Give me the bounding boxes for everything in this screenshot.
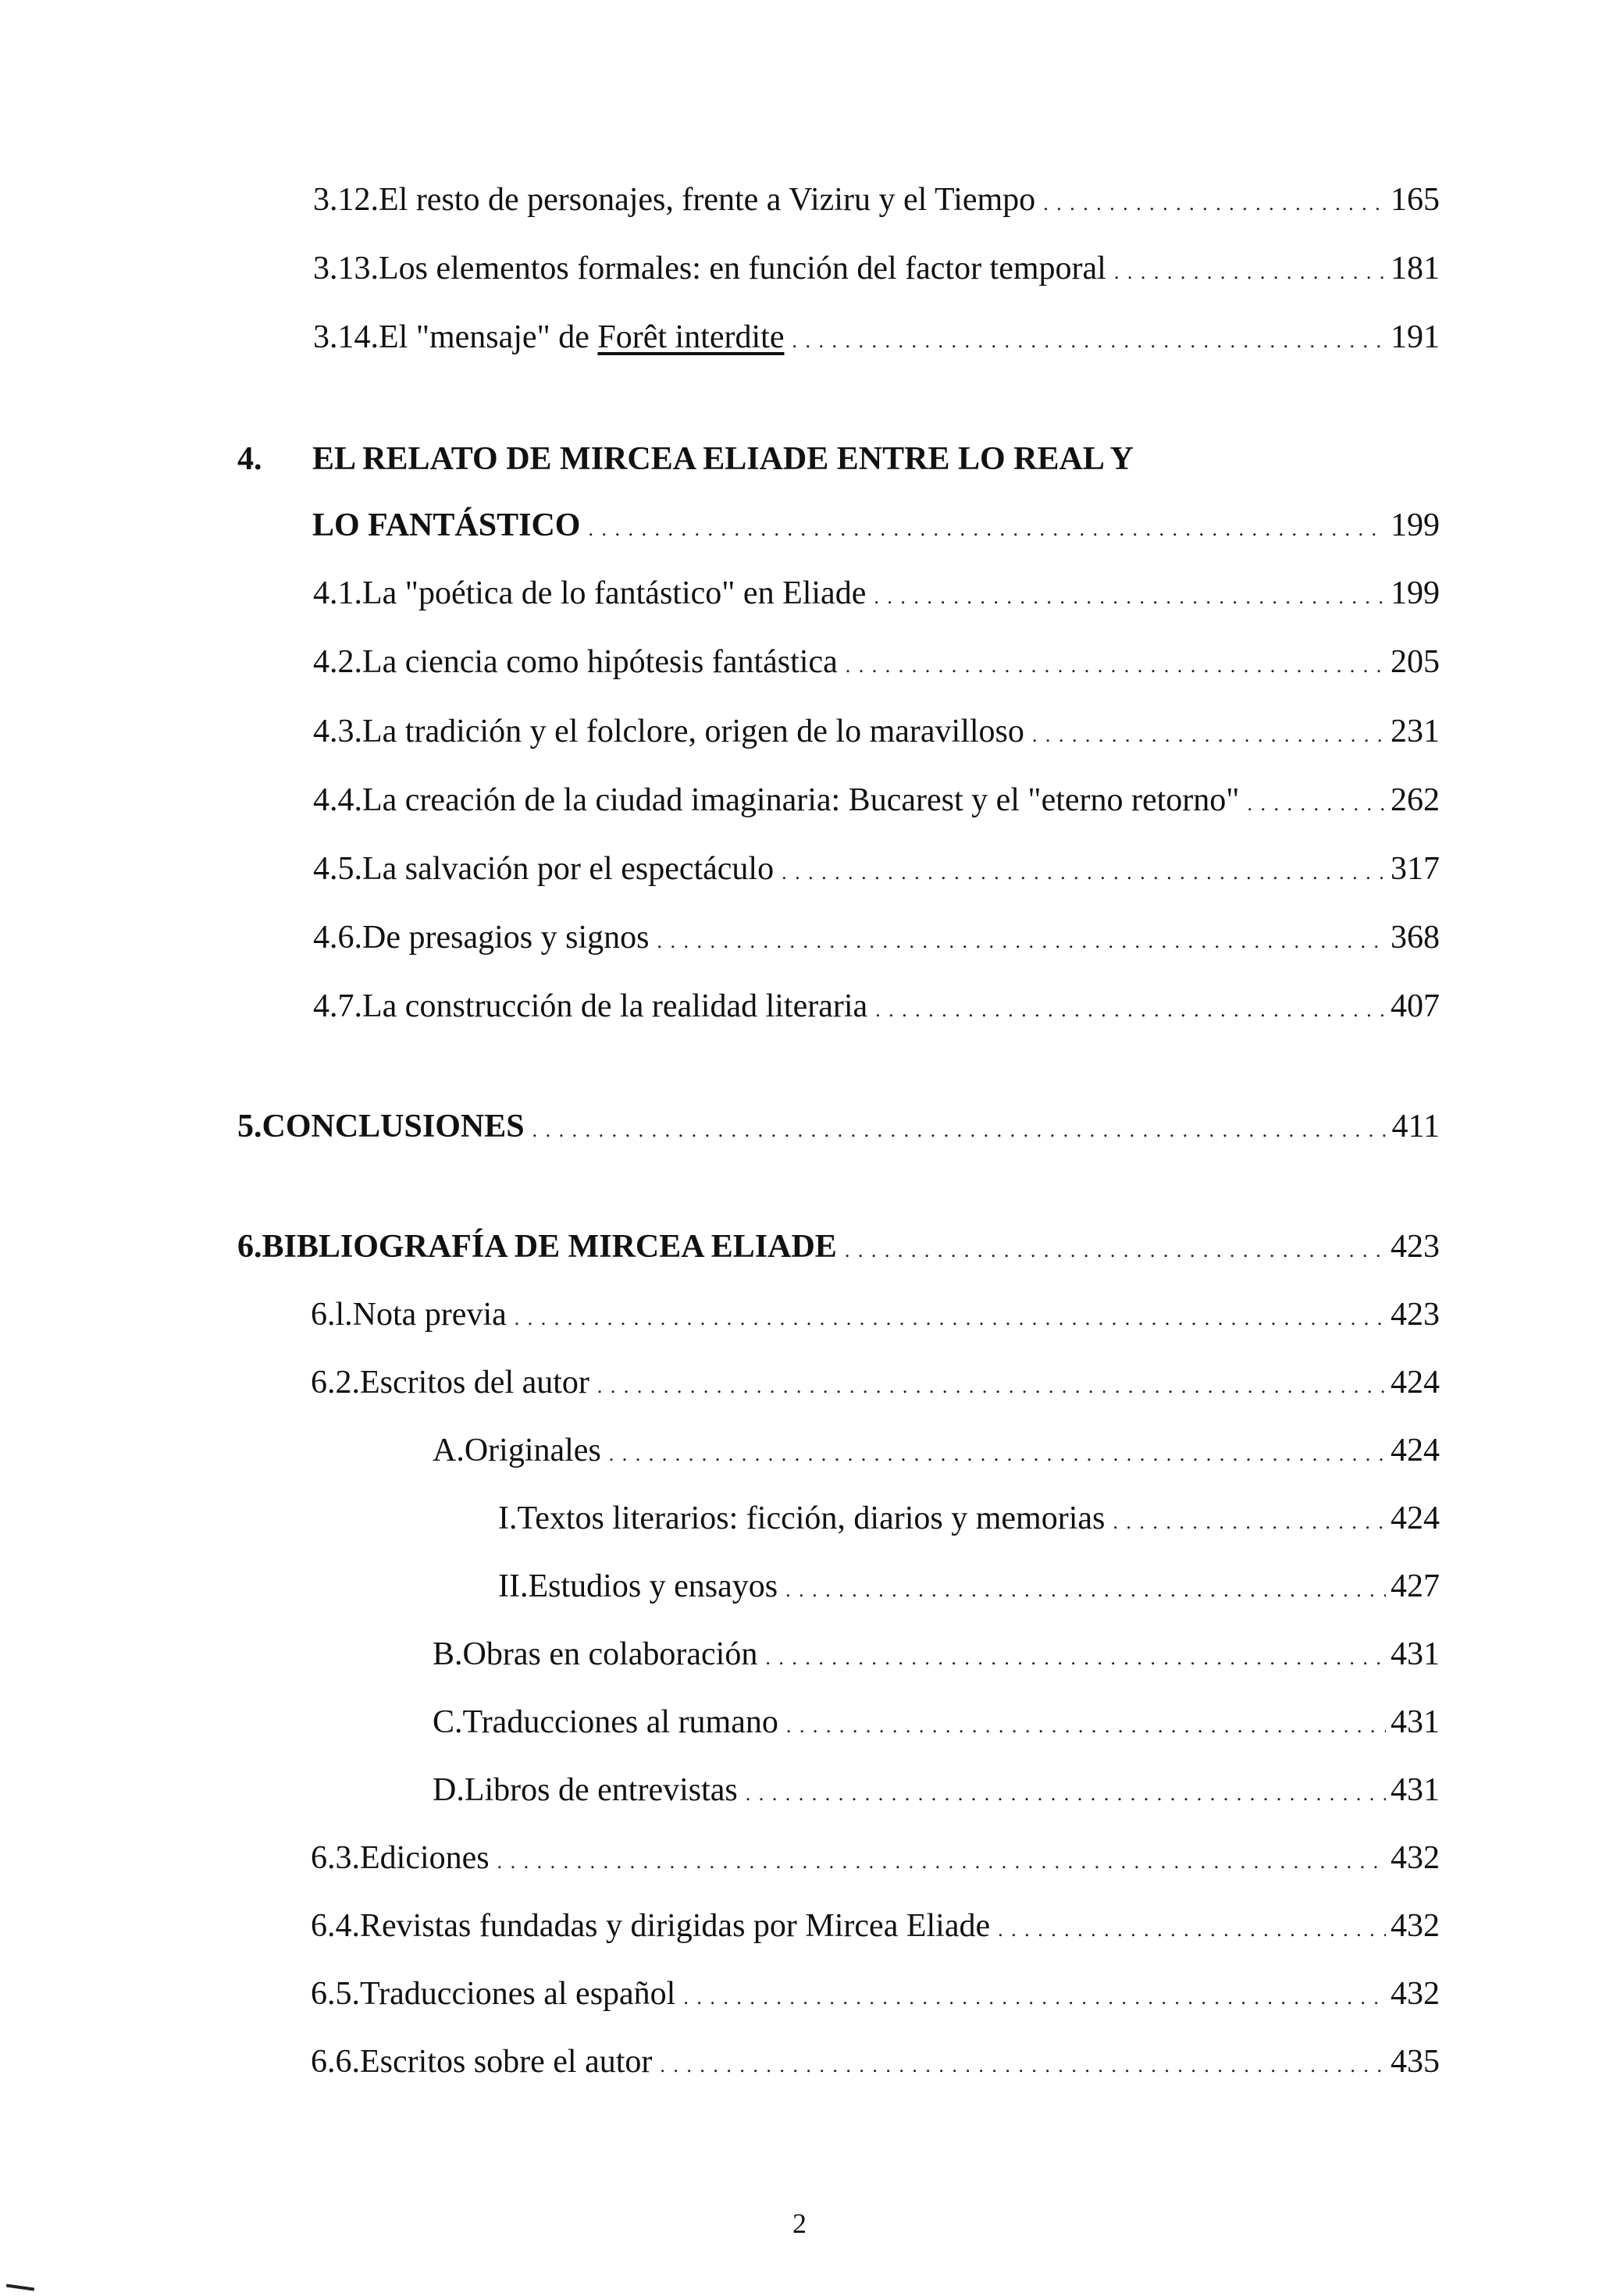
entry-number: 6.3. bbox=[311, 1840, 360, 1876]
toc-entry-3-12 bbox=[313, 180, 1440, 224]
entry-number: 4.6. bbox=[313, 920, 362, 956]
entry-title: Textos literarios: ficción, diarios y memorias bbox=[517, 1500, 1106, 1536]
entry-page: 262 bbox=[1391, 782, 1440, 818]
dot-leader bbox=[792, 321, 1386, 361]
toc-entry-4-3 bbox=[313, 711, 1440, 756]
entry-number: 6.2. bbox=[311, 1365, 360, 1401]
entry-page: 431 bbox=[1391, 1636, 1440, 1672]
entry-number: 4.4. bbox=[313, 782, 362, 818]
entry-page: 205 bbox=[1391, 644, 1440, 680]
entry-title: La ciencia como hipótesis fantástica bbox=[362, 644, 838, 680]
toc-entry-6-4 bbox=[311, 1906, 1440, 1950]
dot-leader bbox=[532, 1110, 1387, 1151]
entry-roman: II. bbox=[498, 1568, 529, 1604]
entry-title: Traducciones al rumano bbox=[462, 1704, 778, 1740]
entry-title: Escritos del autor bbox=[360, 1365, 589, 1401]
toc-entry-chapter-6 bbox=[237, 1226, 1440, 1271]
entry-number: 4.3. bbox=[313, 714, 362, 749]
dot-leader bbox=[765, 1638, 1386, 1678]
toc-entry-4-4 bbox=[313, 780, 1440, 824]
toc-entry-6-2-b bbox=[433, 1634, 1440, 1678]
entry-title: Originales bbox=[464, 1433, 601, 1468]
toc-entry-6-2-a bbox=[433, 1430, 1440, 1475]
entry-page: 317 bbox=[1391, 851, 1440, 887]
entry-title: Los elementos formales: en función del factor temporal bbox=[379, 251, 1106, 287]
entry-number: 6.6. bbox=[311, 2044, 360, 2080]
dot-leader bbox=[998, 1910, 1386, 1950]
entry-title: El resto de personajes, frente a Viziru y el Tiempo bbox=[379, 182, 1036, 218]
entry-number: 4.7. bbox=[313, 988, 362, 1024]
entry-page: 432 bbox=[1391, 1908, 1440, 1944]
toc-entry-4-1 bbox=[313, 573, 1440, 618]
dot-leader bbox=[657, 921, 1386, 962]
entry-page: 427 bbox=[1391, 1568, 1440, 1604]
dot-leader bbox=[683, 1977, 1386, 2018]
entry-page: 432 bbox=[1391, 1976, 1440, 2012]
entry-number: 3.14. bbox=[313, 319, 379, 355]
entry-letter: A. bbox=[433, 1433, 465, 1468]
entry-page: 191 bbox=[1391, 319, 1440, 355]
entry-page: 424 bbox=[1391, 1365, 1440, 1401]
chapter-title-line2: LO FANTÁSTICO bbox=[312, 507, 581, 543]
dot-leader bbox=[1032, 715, 1386, 756]
entry-title bbox=[379, 317, 787, 358]
entry-page: 407 bbox=[1391, 988, 1440, 1024]
toc-entry-6-2-c bbox=[433, 1702, 1440, 1746]
dot-leader bbox=[746, 1774, 1386, 1814]
entry-title: Revistas fundadas y dirigidas por Mircea Eliade bbox=[360, 1908, 991, 1944]
dot-leader bbox=[1113, 1502, 1386, 1543]
scan-artifact-mark bbox=[6, 2284, 34, 2291]
entry-title: Nota previa bbox=[352, 1297, 507, 1333]
entry-title: La creación de la ciudad imaginaria: Bucarest y el "eterno retorno" bbox=[362, 782, 1240, 818]
entry-page: 199 bbox=[1391, 575, 1440, 611]
entry-number: 3.13. bbox=[313, 251, 379, 287]
entry-title: Libros de entrevistas bbox=[464, 1772, 738, 1808]
entry-title: La "poética de lo fantástico" en Eliade bbox=[362, 575, 867, 611]
chapter-number: 5. bbox=[237, 1109, 262, 1144]
chapter-number: 6. bbox=[237, 1229, 262, 1265]
entry-title: Estudios y ensayos bbox=[528, 1568, 778, 1604]
entry-number: 4.5. bbox=[313, 851, 362, 887]
entry-title: Obras en colaboración bbox=[462, 1636, 758, 1672]
entry-page: 423 bbox=[1391, 1229, 1440, 1265]
entry-page: 424 bbox=[1391, 1433, 1440, 1468]
dot-leader bbox=[1043, 183, 1386, 224]
toc-entry-6-1 bbox=[311, 1294, 1440, 1339]
dot-leader bbox=[1247, 784, 1386, 824]
chapter-title: CONCLUSIONES bbox=[262, 1109, 525, 1144]
entry-title: La salvación por el espectáculo bbox=[362, 851, 775, 887]
dot-leader bbox=[874, 577, 1386, 618]
toc-entry-4-6 bbox=[313, 917, 1440, 962]
chapter-title: BIBLIOGRAFÍA DE MIRCEA ELIADE bbox=[262, 1229, 837, 1265]
dot-leader bbox=[609, 1434, 1386, 1475]
entry-page: 432 bbox=[1391, 1840, 1440, 1876]
entry-number: 4.2. bbox=[313, 644, 362, 680]
dot-leader bbox=[785, 1570, 1386, 1611]
entry-page: 165 bbox=[1391, 182, 1440, 218]
dot-leader bbox=[846, 646, 1386, 686]
dot-leader bbox=[597, 1366, 1386, 1407]
entry-page: 424 bbox=[1391, 1500, 1440, 1536]
entry-title: La construcción de la realidad literaria bbox=[362, 988, 868, 1024]
toc-entry-4-7 bbox=[313, 986, 1440, 1031]
entry-title: Escritos sobre el autor bbox=[360, 2044, 653, 2080]
entry-page: 431 bbox=[1391, 1772, 1440, 1808]
toc-entry-6-2-a-ii bbox=[498, 1566, 1440, 1611]
dot-leader bbox=[786, 1706, 1386, 1746]
dot-leader bbox=[782, 853, 1386, 893]
entry-roman: I. bbox=[498, 1500, 518, 1536]
toc-entry-4-2 bbox=[313, 642, 1440, 686]
work-title-underlined: Forêt interdite bbox=[597, 319, 785, 355]
toc-entry-3-13 bbox=[313, 248, 1440, 293]
chapter-4-heading bbox=[237, 439, 1134, 479]
toc-entry-4-5 bbox=[313, 849, 1440, 893]
toc-entry-6-3 bbox=[311, 1838, 1440, 1882]
toc-entry-6-2-d bbox=[433, 1770, 1440, 1814]
entry-number: 6.4. bbox=[311, 1908, 360, 1944]
dot-leader bbox=[497, 1842, 1386, 1882]
toc-entry-6-6 bbox=[311, 2041, 1440, 2086]
entry-number: 4.1. bbox=[313, 575, 362, 611]
dot-leader bbox=[875, 990, 1386, 1031]
toc-entry-chapter-4 bbox=[312, 505, 1440, 550]
page-number: 2 bbox=[792, 2208, 807, 2239]
dot-leader bbox=[588, 509, 1386, 550]
toc-entry-6-5 bbox=[311, 1974, 1440, 2018]
entry-number: 6.l. bbox=[311, 1297, 353, 1333]
entry-title-prefix: El "mensaje" de bbox=[379, 319, 598, 355]
entry-page: 181 bbox=[1391, 251, 1440, 287]
dot-leader bbox=[660, 2045, 1386, 2086]
entry-page: 435 bbox=[1391, 2044, 1440, 2080]
entry-title: La tradición y el folclore, origen de lo maravilloso bbox=[362, 714, 1024, 749]
toc-entry-6-2-a-i bbox=[498, 1498, 1440, 1543]
chapter-number: 4. bbox=[237, 441, 262, 477]
entry-letter: C. bbox=[433, 1704, 463, 1740]
entry-title: Ediciones bbox=[360, 1840, 490, 1876]
entry-page: 231 bbox=[1391, 714, 1440, 749]
toc-entry-chapter-5 bbox=[237, 1106, 1440, 1151]
chapter-title-line1: EL RELATO DE MIRCEA ELIADE ENTRE LO REAL Y bbox=[312, 441, 1134, 477]
entry-letter: B. bbox=[433, 1636, 463, 1672]
entry-number: 6.5. bbox=[311, 1976, 360, 2012]
entry-page: 411 bbox=[1391, 1109, 1440, 1144]
dot-leader bbox=[845, 1230, 1386, 1271]
entry-page: 368 bbox=[1391, 920, 1440, 956]
entry-page: 431 bbox=[1391, 1704, 1440, 1740]
dot-leader bbox=[515, 1298, 1386, 1339]
entry-number: 3.12. bbox=[313, 182, 379, 218]
toc-entry-3-14 bbox=[313, 317, 1440, 361]
entry-page: 423 bbox=[1391, 1297, 1440, 1333]
entry-title: De presagios y signos bbox=[362, 920, 650, 956]
entry-letter: D. bbox=[433, 1772, 465, 1808]
dot-leader bbox=[1114, 252, 1386, 293]
entry-page: 199 bbox=[1391, 507, 1440, 543]
entry-title: Traducciones al español bbox=[360, 1976, 676, 2012]
toc-entry-6-2 bbox=[311, 1362, 1440, 1407]
